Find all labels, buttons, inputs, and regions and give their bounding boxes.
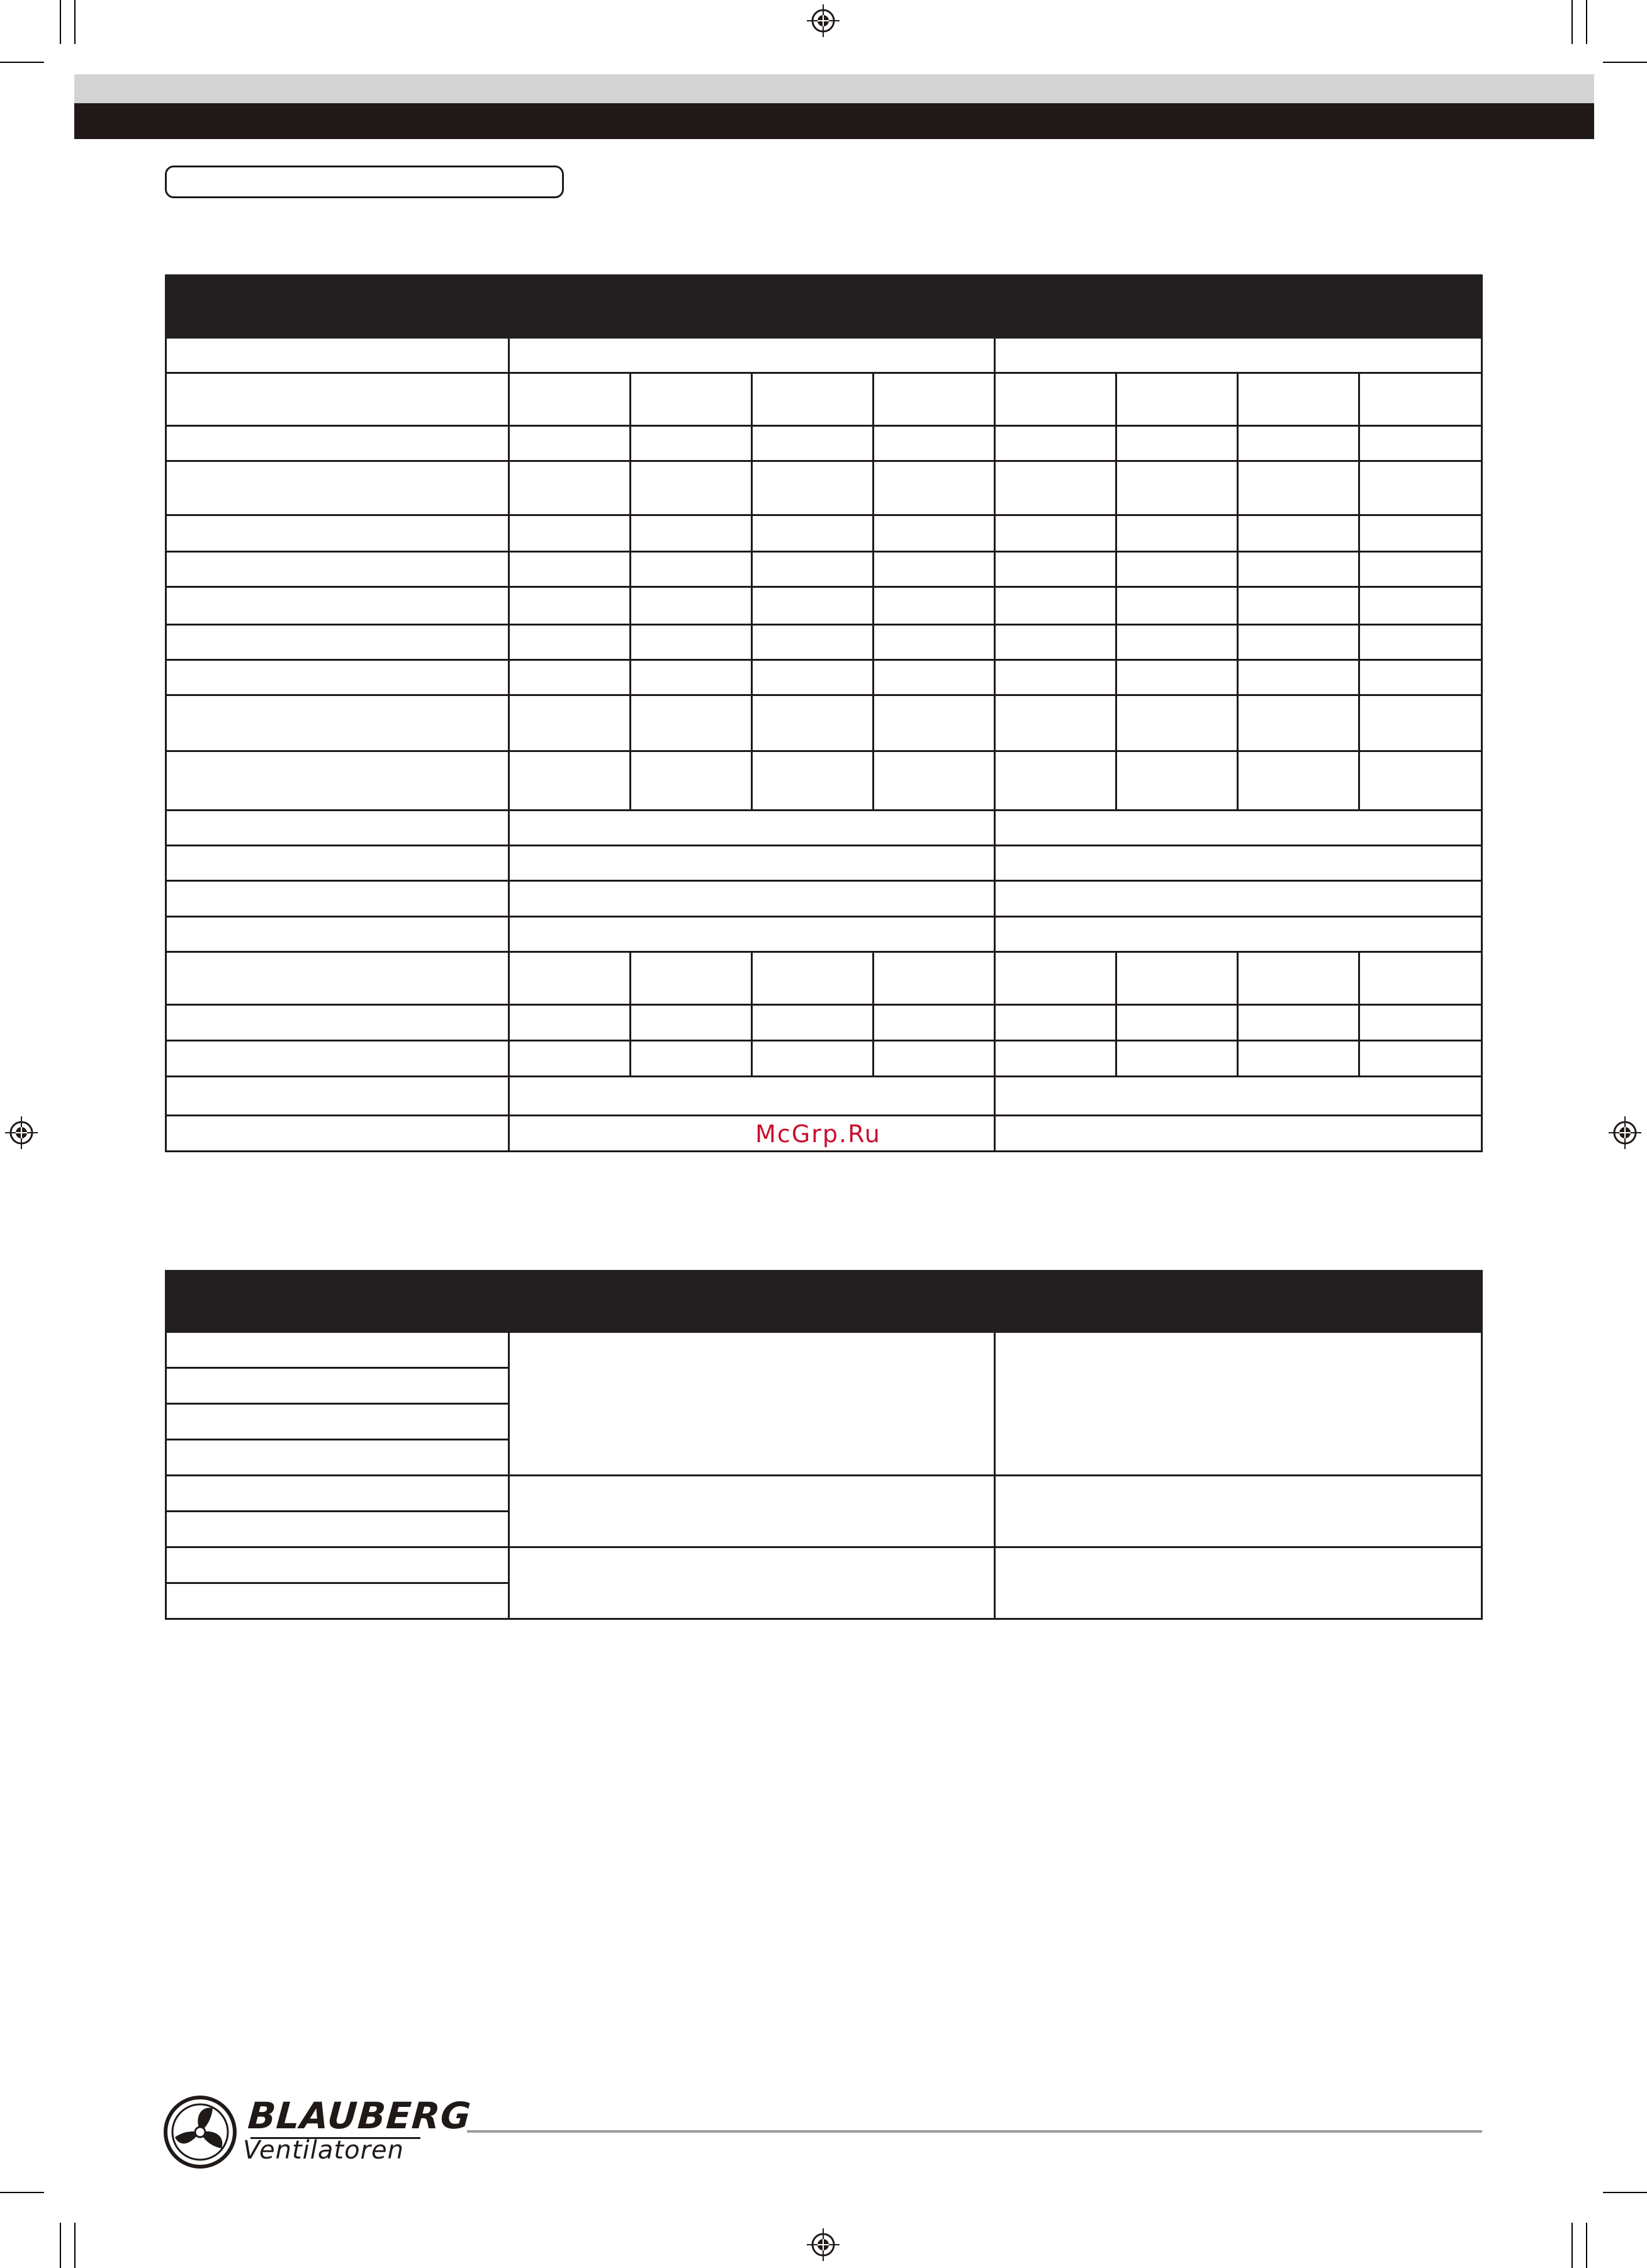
table-cell <box>995 552 1116 587</box>
table-cell <box>166 625 509 660</box>
table-cell <box>509 426 631 461</box>
table-cell <box>874 695 995 751</box>
table-cell <box>1116 1041 1238 1077</box>
table-cell <box>874 587 995 625</box>
registration-mark-icon <box>807 2228 840 2261</box>
table-cell <box>166 373 509 426</box>
brand-name: BLAUBERG <box>246 2094 473 2137</box>
table-cell <box>166 1332 509 1368</box>
table-cell <box>1116 625 1238 660</box>
table-cell <box>509 625 631 660</box>
table-cell <box>509 1332 995 1476</box>
table-cell <box>874 1005 995 1041</box>
table-cell <box>166 952 509 1005</box>
table-cell <box>1238 625 1359 660</box>
table-cell <box>509 1077 995 1116</box>
table-cell <box>874 660 995 695</box>
table-cell <box>509 846 995 881</box>
table-cell <box>995 811 1482 846</box>
table-cell <box>1359 1005 1482 1041</box>
table-cell <box>1116 695 1238 751</box>
crop-mark <box>1603 2192 1647 2193</box>
table-cell <box>752 1041 874 1077</box>
table-cell <box>1238 1041 1359 1077</box>
table-cell <box>631 751 752 811</box>
table-cell <box>1238 373 1359 426</box>
table-row <box>166 952 1482 1005</box>
header-cell <box>1359 276 1482 338</box>
table-cell <box>995 917 1482 952</box>
table-cell <box>1116 751 1238 811</box>
table-row <box>166 1077 1482 1116</box>
table-cell <box>631 461 752 515</box>
table-cell <box>509 1041 631 1077</box>
table-cell <box>1238 587 1359 625</box>
crop-mark <box>60 2223 61 2268</box>
table-cell <box>166 1440 509 1476</box>
footer-rule <box>467 2130 1482 2133</box>
table-cell <box>631 1005 752 1041</box>
crop-mark <box>0 62 44 63</box>
crop-mark <box>74 0 76 44</box>
table-cell <box>166 1041 509 1077</box>
table-cell <box>166 1116 509 1152</box>
table-cell <box>874 1041 995 1077</box>
table-cell <box>1359 660 1482 695</box>
header-cell <box>995 1271 1482 1332</box>
crop-mark <box>1571 2223 1573 2268</box>
brand-logo <box>162 2094 473 2170</box>
table-cell <box>1238 552 1359 587</box>
table-cell <box>166 751 509 811</box>
table-cell <box>1359 552 1482 587</box>
table-cell <box>995 461 1116 515</box>
table-cell <box>1238 660 1359 695</box>
table-cell <box>166 1583 509 1619</box>
table-cell <box>752 426 874 461</box>
table-cell <box>1238 426 1359 461</box>
header-cell <box>1116 276 1238 338</box>
table-cell <box>995 881 1482 917</box>
table-cell <box>995 751 1116 811</box>
table-cell <box>752 587 874 625</box>
table-cell <box>1116 461 1238 515</box>
table-cell <box>874 461 995 515</box>
registration-mark-icon <box>5 1116 38 1149</box>
table-cell <box>1359 587 1482 625</box>
table-cell <box>166 1368 509 1404</box>
table-cell <box>1359 373 1482 426</box>
table-cell <box>995 515 1116 552</box>
table-cell <box>1238 751 1359 811</box>
table-cell <box>509 660 631 695</box>
table-row <box>166 917 1482 952</box>
table-cell <box>995 1547 1482 1619</box>
table-cell <box>752 552 874 587</box>
table-cell <box>166 552 509 587</box>
crop-mark <box>0 2192 44 2193</box>
table-cell <box>631 587 752 625</box>
table-cell <box>509 587 631 625</box>
table-cell <box>1116 1005 1238 1041</box>
header-band-black <box>74 103 1594 139</box>
table-cell <box>1238 461 1359 515</box>
table-cell <box>509 552 631 587</box>
table-cell <box>509 373 631 426</box>
table-cell <box>1359 1041 1482 1077</box>
table-cell <box>509 751 631 811</box>
table-row <box>166 1332 1482 1368</box>
table-cell <box>509 917 995 952</box>
table-cell <box>752 660 874 695</box>
table-row <box>166 660 1482 695</box>
table-cell <box>1238 695 1359 751</box>
table-cell <box>874 625 995 660</box>
fan-logo-icon <box>162 2094 238 2170</box>
table-cell <box>509 1547 995 1619</box>
table-cell <box>995 660 1116 695</box>
section-title-box <box>165 166 564 198</box>
table-cell <box>752 751 874 811</box>
table-cell <box>995 846 1482 881</box>
crop-mark <box>1571 0 1573 44</box>
table-cell <box>995 373 1116 426</box>
crop-mark <box>1586 0 1587 44</box>
table-cell <box>752 461 874 515</box>
table-cell <box>631 660 752 695</box>
table-cell <box>509 461 631 515</box>
table-cell <box>1238 1005 1359 1041</box>
table-cell <box>631 952 752 1005</box>
secondary-table <box>165 1270 1483 1620</box>
crop-mark <box>1586 2223 1587 2268</box>
table-cell <box>166 515 509 552</box>
table-cell <box>874 426 995 461</box>
table-cell <box>166 1005 509 1041</box>
table-cell <box>1116 552 1238 587</box>
table-cell <box>1116 660 1238 695</box>
table-cell <box>166 338 509 373</box>
table-cell <box>1116 373 1238 426</box>
crop-mark <box>60 0 61 44</box>
table-cell <box>1359 515 1482 552</box>
table-cell <box>995 625 1116 660</box>
table-row <box>166 751 1482 811</box>
table-cell <box>874 952 995 1005</box>
header-band-gray <box>74 74 1594 103</box>
table-cell <box>995 1332 1482 1476</box>
table-cell <box>166 917 509 952</box>
table-cell <box>166 1512 509 1547</box>
table-cell <box>631 426 752 461</box>
table-cell <box>166 1077 509 1116</box>
header-cell <box>1238 276 1359 338</box>
registration-mark-icon <box>1609 1116 1641 1149</box>
table-cell <box>509 1476 995 1547</box>
table-cell <box>995 587 1116 625</box>
table-cell <box>1359 461 1482 515</box>
table-cell <box>995 952 1116 1005</box>
table-cell <box>995 1041 1116 1077</box>
table-cell <box>166 461 509 515</box>
table-row <box>166 515 1482 552</box>
table-cell <box>995 1005 1116 1041</box>
watermark-text: McGrp.Ru <box>755 1120 881 1148</box>
table-cell <box>1238 515 1359 552</box>
table-row <box>166 846 1482 881</box>
table-cell <box>166 846 509 881</box>
header-cell <box>509 1271 995 1332</box>
table-row <box>166 461 1482 515</box>
table-cell <box>166 587 509 625</box>
table-cell <box>631 695 752 751</box>
table-cell <box>1238 952 1359 1005</box>
table-cell <box>752 373 874 426</box>
table-cell <box>874 515 995 552</box>
table-cell <box>166 695 509 751</box>
table-row <box>166 426 1482 461</box>
crop-mark <box>74 2223 76 2268</box>
registration-mark-icon <box>807 4 840 37</box>
table-cell <box>995 426 1116 461</box>
table-cell <box>1359 695 1482 751</box>
table-row <box>166 1547 1482 1583</box>
table-cell <box>166 1547 509 1583</box>
table-cell <box>509 1005 631 1041</box>
technical-data-table <box>165 274 1483 1152</box>
table-row <box>166 1005 1482 1041</box>
table-cell <box>1359 426 1482 461</box>
table-cell <box>995 1116 1482 1152</box>
table-row <box>166 587 1482 625</box>
table-row <box>166 1041 1482 1077</box>
header-cell <box>166 1271 509 1332</box>
table-cell <box>995 338 1482 373</box>
table-cell <box>509 881 995 917</box>
table-cell <box>166 1404 509 1440</box>
table-cell <box>631 625 752 660</box>
table-row <box>166 338 1482 373</box>
table-row <box>166 625 1482 660</box>
table-cell <box>509 695 631 751</box>
table-cell <box>631 552 752 587</box>
table-cell <box>995 1077 1482 1116</box>
table-cell <box>752 1005 874 1041</box>
table-cell <box>752 515 874 552</box>
table-cell <box>509 515 631 552</box>
crop-mark <box>1603 62 1647 63</box>
brand-subtitle: Ventilatoren <box>243 2136 404 2165</box>
table-cell <box>752 695 874 751</box>
table-cell <box>631 373 752 426</box>
table-row <box>166 811 1482 846</box>
table-row <box>166 373 1482 426</box>
header-cell <box>995 276 1116 338</box>
header-cell <box>631 276 752 338</box>
table-cell <box>1116 952 1238 1005</box>
table-cell <box>1116 426 1238 461</box>
table-cell <box>166 426 509 461</box>
table-cell <box>166 811 509 846</box>
table-cell <box>752 952 874 1005</box>
table-cell <box>631 1041 752 1077</box>
header-cell <box>166 276 509 338</box>
header-cell <box>509 276 631 338</box>
table-cell <box>752 625 874 660</box>
table-cell <box>166 1476 509 1512</box>
table-row <box>166 552 1482 587</box>
table-cell <box>166 660 509 695</box>
table-cell <box>631 515 752 552</box>
table-cell <box>1359 952 1482 1005</box>
table-row <box>166 695 1482 751</box>
table-cell <box>509 338 995 373</box>
table-cell <box>874 373 995 426</box>
table-cell <box>509 811 995 846</box>
table-cell <box>1116 515 1238 552</box>
table-header-row <box>166 1271 1482 1332</box>
table-cell <box>874 552 995 587</box>
table-cell <box>1359 751 1482 811</box>
table-row <box>166 1476 1482 1512</box>
table-cell <box>1359 625 1482 660</box>
table-row <box>166 881 1482 917</box>
table-cell <box>1116 587 1238 625</box>
header-cell <box>752 276 874 338</box>
table-cell <box>995 695 1116 751</box>
table-cell <box>874 751 995 811</box>
table-cell <box>995 1476 1482 1547</box>
table-header-row <box>166 276 1482 338</box>
table-cell <box>509 952 631 1005</box>
table-cell <box>166 881 509 917</box>
header-cell <box>874 276 995 338</box>
